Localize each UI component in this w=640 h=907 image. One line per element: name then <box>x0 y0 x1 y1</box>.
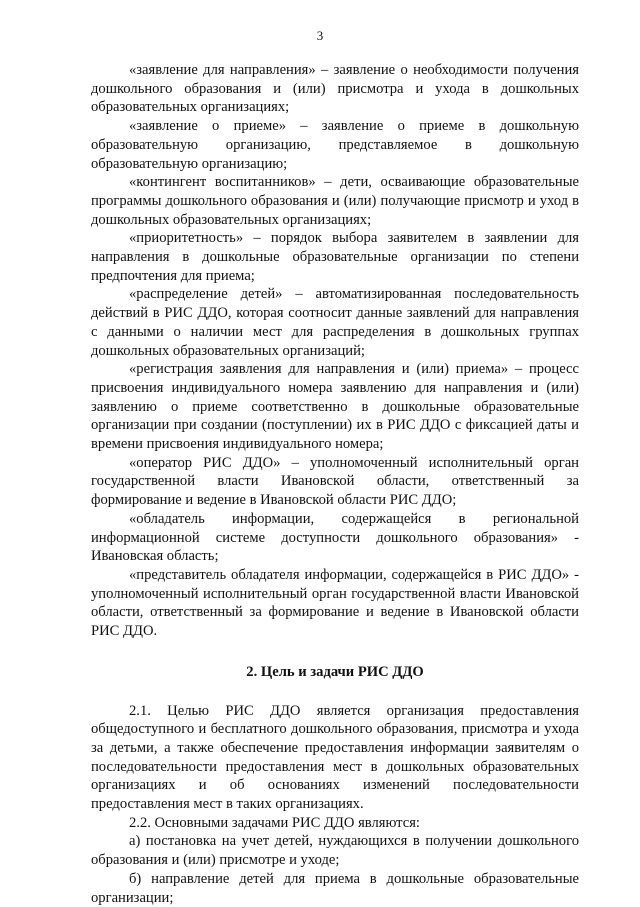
section-paragraph: а) постановка на учет детей, нуждающихся в получении дошкольного образования и (или) присмотре и уходе; <box>91 833 579 869</box>
definition-paragraph: «оператор РИС ДДО» – уполномоченный исполнительный орган государственной власти Ивановской области, ответственный за формирование и ведение в Ивановской области РИС ДДО; <box>91 454 579 509</box>
page-number: 3 <box>316 28 324 43</box>
definition-paragraph: «регистрация заявления для направления и (или) приема» – процесс присвоения индивидуального номера заявлению для направления и (или) заявлению о приеме соответственно в дошкольные образовательные организации при создании (поступлении) их в РИС ДДО с фиксацией даты и времени присвоения индивидуального номера; <box>91 361 579 453</box>
document-body <box>91 61 579 907</box>
definition-paragraph: «заявление о приеме» – заявление о приеме в дошкольную образовательную организацию, представляемое в дошкольную образовательную организацию; <box>91 118 579 172</box>
section-heading: 2. Цель и задачи РИС ДДО <box>246 663 424 680</box>
definition-paragraph: «заявление для направления» – заявление о необходимости получения дошкольного образования и (или) присмотра и ухода в дошкольных образовательных организациях; <box>91 62 579 116</box>
definition-paragraph: «представитель обладателя информации, содержащейся в РИС ДДО» - уполномоченный исполнительный орган государственной власти Ивановской области, ответственный за формирование и ведение в Ивановской области РИС ДДО. <box>91 566 579 640</box>
definition-paragraph: «распределение детей» – автоматизированная последовательность действий в РИС ДДО, которая соотносит данные заявлений для направления с данными о наличии мест для распределения в дошкольных группах дошкольных образовательных организаций; <box>91 286 579 359</box>
definition-paragraph: «приоритетность» – порядок выбора заявителем в заявлении для направления в дошкольные образовательные организации по степени предпочтения для приема; <box>91 230 579 284</box>
definition-paragraph: «обладатель информации, содержащейся в региональной информационной системе доступности дошкольного образования» - Ивановская область; <box>91 510 579 565</box>
section-paragraph: б) направление детей для приема в дошкольные образовательные организации; <box>91 870 579 906</box>
section-paragraph: 2.2. Основными задачами РИС ДДО являются: <box>129 814 420 831</box>
section-paragraph: 2.1. Целью РИС ДДО является организация предоставления общедоступного и бесплатного дошкольного образования, присмотра и ухода за детьми, а также обеспечение предоставления информации заявителям о последовательности предоставления мест в дошкольных образовательных организациях и об основаниях изменений последовательности предоставления мест в таких организациях. <box>91 702 579 813</box>
definition-paragraph: «контингент воспитанников» – дети, осваивающие образовательные программы дошкольного образования и (или) получающие присмотр и уход в дошкольных образовательных организациях; <box>91 174 579 228</box>
